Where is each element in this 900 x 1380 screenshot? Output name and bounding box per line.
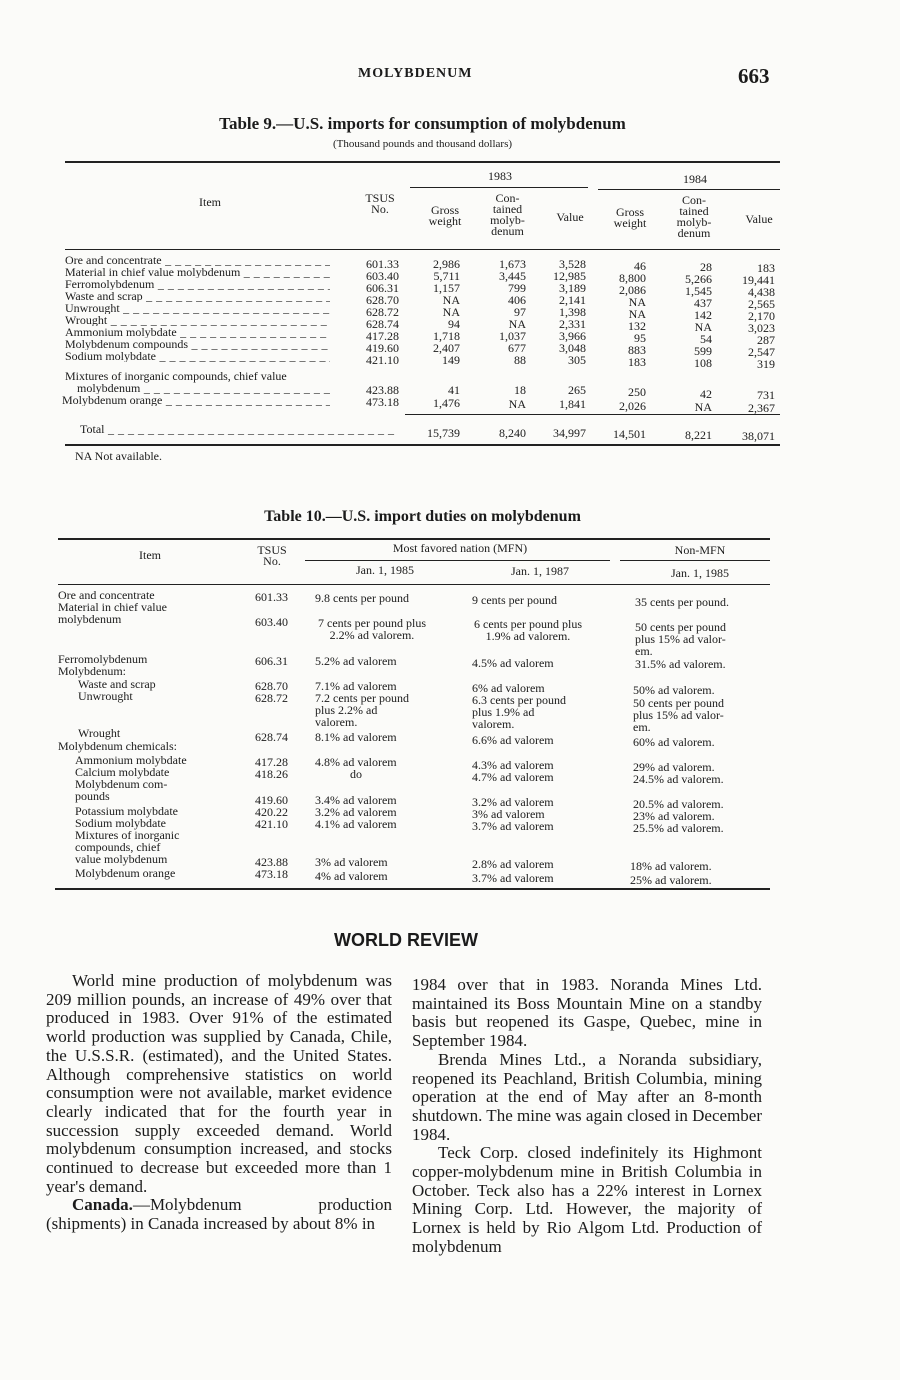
table10-header-nonmfn-date: Jan. 1, 1985	[671, 566, 729, 580]
table9-header-contained-1983: Con- tained molyb- denum	[490, 191, 525, 238]
row-tsus: 420.22	[255, 805, 288, 819]
table10-header-nonmfn: Non-MFN	[674, 543, 726, 557]
total-value: 14,501	[613, 427, 646, 441]
row-value: 108	[694, 356, 712, 370]
row-mfn-1985: 3.2% ad valorem	[315, 805, 397, 819]
row-value: 94	[448, 317, 460, 331]
row-value: 4,438	[748, 285, 775, 299]
row-value: 3,189	[559, 281, 586, 295]
row-value: 2,141	[559, 293, 586, 307]
row-item: Molybdenum compounds _ _ _	[65, 338, 330, 350]
table9-header-value-1984: Value	[745, 212, 773, 226]
row-value: 265	[568, 383, 586, 397]
row-mfn-1987: 9 cents per pound	[472, 593, 557, 607]
row-mfn-1987: 3.7% ad valorem	[472, 871, 554, 885]
row-mfn-1987: 3.7% ad valorem	[472, 819, 554, 833]
table10-header-mfn: Most favored nation (MFN)	[392, 541, 528, 555]
row-mfn-1985: 7.1% ad valorem	[315, 679, 397, 693]
row-value: NA	[508, 397, 526, 411]
row-tsus: 417.28	[255, 755, 288, 769]
row-tsus: 628.70	[366, 293, 399, 307]
row-value: 2,565	[748, 297, 775, 311]
row-tsus: 419.60	[366, 341, 399, 355]
table9-header-gross-1983: Gross weight	[428, 203, 462, 228]
table9-header-gross-1984: Gross weight	[613, 205, 647, 230]
row-item: Molybdenum chemicals:	[58, 739, 177, 753]
paragraph: Teck Corp. closed indefinitely its Highmont copper-molybdenum mine in British Columbia in October. Teck also has a 22% interest in Lornex Mining Corp. Ltd. However, the majority of Lornex is held by Rio Algom Ltd. Production of molybdenum	[412, 1143, 762, 1256]
row-mfn-1985: 4% ad valorem	[315, 869, 388, 883]
row-tsus: 417.28	[366, 329, 399, 343]
row-value: 437	[694, 296, 712, 310]
row-tsus: 628.74	[366, 317, 399, 331]
table9-year2-rule	[598, 189, 780, 190]
row-mfn-1985: 7 cents per pound plus 2.2% ad valorem.	[318, 616, 426, 642]
page-number: 663	[738, 64, 770, 88]
row-value: 2,086	[619, 283, 646, 297]
row-value: 1,841	[559, 397, 586, 411]
row-nonmfn: 23% ad valorem.	[633, 809, 715, 823]
row-nonmfn: 29% ad valorem.	[633, 760, 715, 774]
row-value: 12,985	[553, 269, 586, 283]
row-tsus: 628.72	[255, 691, 288, 705]
row-tsus: 423.88	[255, 855, 288, 869]
row-mfn-1985: 7.2 cents per pound plus 2.2% ad valorem.	[315, 691, 409, 729]
row-mfn-1987: 4.7% ad valorem	[472, 770, 554, 784]
row-item: molybdenum _ _ _	[77, 382, 330, 394]
canada-text: —Molybdenum production (shipments) in Canada increased by about 8% in	[46, 1195, 392, 1234]
table10-nonmfn-rule	[620, 560, 770, 561]
row-item: Wrought	[78, 726, 121, 740]
row-mfn-1987: 3.2% ad valorem	[472, 795, 554, 809]
row-mfn-1987: 3% ad valorem	[472, 807, 545, 821]
row-nonmfn: 20.5% ad valorem.	[633, 797, 724, 811]
total-label: Total _ _ _	[80, 423, 395, 435]
paragraph: Brenda Mines Ltd., a Noranda subsidiary, reopened its Peachland, British Columbia, mining operation at the end of May after an 8-month shutdown. The mine was again closed in December 1984.	[412, 1049, 762, 1144]
row-nonmfn: 50 cents per pound plus 15% ad valor- em.	[635, 620, 726, 658]
row-value: 19,441	[742, 273, 775, 287]
row-value: 42	[700, 387, 712, 401]
row-nonmfn: 25% ad valorem.	[630, 873, 712, 887]
row-value: 28	[700, 260, 712, 274]
row-value: NA	[508, 317, 526, 331]
row-mfn-1985: 5.2% ad valorem	[315, 654, 397, 668]
row-value: 3,048	[559, 341, 586, 355]
row-item: Ammonium molybdate	[75, 753, 187, 767]
running-head: MOLYBDENUM	[358, 66, 473, 81]
row-value: NA	[694, 320, 712, 334]
row-value: 2,026	[619, 399, 646, 413]
row-tsus: 603.40	[255, 615, 288, 629]
row-item: Unwrought	[78, 689, 133, 703]
row-value: 183	[757, 261, 775, 275]
row-item: Ore and concentrate _ _ _	[65, 254, 330, 266]
row-item: Ore and concentrate	[58, 588, 155, 602]
row-nonmfn: 18% ad valorem.	[630, 859, 712, 873]
row-item: Calcium molybdate	[75, 765, 170, 779]
row-item: Sodium molybdate	[75, 816, 166, 830]
row-value: 18	[514, 383, 526, 397]
row-mfn-1985: do	[350, 767, 362, 781]
paragraph-canada	[46, 1196, 392, 1233]
row-item: Ferromolybdenum	[58, 652, 148, 666]
row-value: 97	[514, 305, 526, 319]
row-value: 731	[757, 388, 775, 402]
row-value: 287	[757, 333, 775, 347]
table9-header-tsus: TSUS No.	[365, 191, 395, 216]
row-mfn-1987: 6 cents per pound plus 1.9% ad valorem.	[474, 617, 582, 643]
row-tsus: 423.88	[366, 383, 399, 397]
row-tsus: 421.10	[366, 353, 399, 367]
table9-year1-rule	[410, 187, 588, 188]
row-item: Mixtures of inorganic compounds, chief value molybdenum	[75, 828, 180, 866]
row-mfn-1987: 2.8% ad valorem	[472, 857, 554, 871]
row-value: 1,398	[559, 305, 586, 319]
row-item: Ammonium molybdate _ _ _	[65, 326, 330, 338]
row-tsus: 628.70	[255, 679, 288, 693]
row-item: Mixtures of inorganic compounds, chief value	[65, 369, 287, 383]
row-tsus: 603.40	[366, 269, 399, 283]
row-item: Molybdenum com- pounds	[75, 777, 168, 803]
row-value: NA	[628, 307, 646, 321]
row-tsus: 606.31	[366, 281, 399, 295]
row-value: NA	[442, 293, 460, 307]
row-nonmfn: 31.5% ad valorem.	[635, 657, 726, 671]
table9-header-item: Item	[199, 195, 221, 209]
section-title-world-review: WORLD REVIEW	[334, 930, 478, 950]
table9-header-1984: 1984	[683, 172, 707, 186]
row-value: 3,023	[748, 321, 775, 335]
table9-bottom-rule	[65, 444, 780, 446]
row-item: Waste and scrap _ _ _	[65, 290, 330, 302]
row-value: 149	[442, 353, 460, 367]
row-nonmfn: 24.5% ad valorem.	[633, 772, 724, 786]
table10-mfn-rule	[305, 560, 610, 561]
row-value: 1,545	[685, 284, 712, 298]
row-nonmfn: 60% ad valorem.	[633, 735, 715, 749]
table10-top-rule	[58, 538, 770, 540]
row-value: 183	[628, 355, 646, 369]
row-value: 3,528	[559, 257, 586, 271]
row-value: 1,157	[433, 281, 460, 295]
row-value: 2,407	[433, 341, 460, 355]
row-value: NA	[628, 295, 646, 309]
right-column	[412, 976, 762, 1257]
row-value: 1,476	[433, 396, 460, 410]
row-mfn-1985: 4.1% ad valorem	[315, 817, 397, 831]
row-value: 883	[628, 343, 646, 357]
row-value: 54	[700, 332, 712, 346]
row-value: NA	[694, 400, 712, 414]
table9-header-value-1983: Value	[556, 210, 584, 224]
row-value: 46	[634, 259, 646, 273]
row-item: Potassium molybdate	[75, 804, 178, 818]
table9-subtitle: (Thousand pounds and thousand dollars)	[332, 138, 513, 150]
row-mfn-1985: 4.8% ad valorem	[315, 755, 397, 769]
row-item: Waste and scrap	[78, 677, 156, 691]
row-tsus: 473.18	[255, 867, 288, 881]
table10-title: Table 10.—U.S. import duties on molybdenum	[264, 508, 581, 525]
row-value: 1,037	[499, 329, 526, 343]
table10-bottom-rule	[55, 888, 770, 890]
row-mfn-1987: 4.3% ad valorem	[472, 758, 554, 772]
row-tsus: 628.72	[366, 305, 399, 319]
row-mfn-1985: 8.1% ad valorem	[315, 730, 397, 744]
row-value: 5,711	[433, 269, 460, 283]
row-item: Molybdenum orange _ _ _	[62, 394, 330, 406]
total-value: 38,071	[742, 429, 775, 443]
table9-top-rule	[65, 161, 780, 163]
table10-header-tsus: TSUS No.	[257, 543, 287, 568]
row-item: Ferromolybdenum _ _ _	[65, 278, 330, 290]
table10-header-1985: Jan. 1, 1985	[356, 563, 414, 577]
row-value: 2,170	[748, 309, 775, 323]
row-item: Molybdenum:	[58, 664, 126, 678]
total-value: 15,739	[427, 426, 460, 440]
row-value: NA	[442, 305, 460, 319]
total-value: 8,221	[685, 428, 712, 442]
row-value: 88	[514, 353, 526, 367]
row-value: 8,800	[619, 271, 646, 285]
table10-header-1987: Jan. 1, 1987	[511, 564, 569, 578]
row-mfn-1987: 6% ad valorem	[472, 681, 545, 695]
row-value: 250	[628, 385, 646, 399]
row-mfn-1985: 9.8 cents per pound	[315, 591, 409, 605]
row-value: 5,266	[685, 272, 712, 286]
row-mfn-1985: 3% ad valorem	[315, 855, 388, 869]
table9-title: Table 9.—U.S. imports for consumption of molybdenum	[219, 114, 626, 133]
row-item: Material in chief value molybdenum	[58, 600, 167, 626]
row-value: 142	[694, 308, 712, 322]
row-mfn-1985: 3.4% ad valorem	[315, 793, 397, 807]
row-tsus: 601.33	[366, 257, 399, 271]
row-tsus: 628.74	[255, 730, 288, 744]
row-tsus: 606.31	[255, 654, 288, 668]
row-tsus: 601.33	[255, 590, 288, 604]
table9-header-contained-1984: Con- tained molyb- denum	[676, 193, 712, 240]
row-value: 599	[694, 344, 712, 358]
row-value: 799	[508, 281, 526, 295]
row-value: 2,331	[559, 317, 586, 331]
canada-heading: Canada.	[72, 1195, 133, 1215]
table10-header-item: Item	[139, 548, 161, 562]
row-value: 406	[508, 293, 526, 307]
paragraph: World mine production of molybdenum was 209 million pounds, an increase of 49% over that produced in 1983. Over 91% of the estimated world production was supplied by Canada, Chile, the U.S.S.R. (estimated), and the United States. Although comprehensive statistics on world consumption were not available, market evidence clearly indicated that for the fourth year in succession supply exceeded demand. World molybdenum consumption increased, and stocks continued to decrease but exceeded more than 1 year's demand.	[46, 971, 392, 1196]
row-value: 1,673	[499, 257, 526, 271]
row-item: Sodium molybdate _ _ _	[65, 350, 330, 362]
row-item: Unwrought _ _ _	[65, 302, 330, 314]
row-value: 2,986	[433, 257, 460, 271]
row-value: 319	[757, 357, 775, 371]
table9-footnote: NA Not available.	[75, 449, 162, 463]
row-nonmfn: 25.5% ad valorem.	[633, 821, 724, 835]
row-value: 305	[568, 353, 586, 367]
row-nonmfn: 35 cents per pound.	[635, 595, 729, 609]
row-value: 3,966	[559, 329, 586, 343]
row-mfn-1987: 6.3 cents per pound plus 1.9% ad valorem.	[472, 693, 566, 731]
row-value: 41	[448, 383, 460, 397]
table9-header-rule	[65, 249, 780, 250]
row-tsus: 421.10	[255, 817, 288, 831]
row-nonmfn: 50 cents per pound plus 15% ad valor- em.	[633, 696, 724, 734]
left-column	[46, 972, 392, 1234]
row-tsus: 419.60	[255, 793, 288, 807]
row-item: Molybdenum orange	[75, 866, 176, 880]
table9-header-1983: 1983	[488, 169, 512, 183]
row-value: 132	[628, 319, 646, 333]
row-value: 95	[634, 331, 646, 345]
row-tsus: 418.26	[255, 767, 288, 781]
row-item: Material in chief value molybdenum _ _ _	[65, 266, 330, 278]
row-value: 1,718	[433, 329, 460, 343]
row-value: 2,547	[748, 345, 775, 359]
table9-total-rule	[405, 414, 780, 415]
row-mfn-1987: 6.6% ad valorem	[472, 733, 554, 747]
paragraph: 1984 over that in 1983. Noranda Mines Ltd. maintained its Boss Mountain Mine on a standby basis but reopened its Gaspe, Quebec, mine in September 1984.	[412, 975, 762, 1051]
table10-header-rule	[58, 584, 770, 585]
row-tsus: 473.18	[366, 395, 399, 409]
row-nonmfn: 50% ad valorem.	[633, 683, 715, 697]
total-value: 34,997	[553, 426, 586, 440]
row-value: 3,445	[499, 269, 526, 283]
row-item: Wrought _ _ _	[65, 314, 330, 326]
total-value: 8,240	[499, 426, 526, 440]
row-value: 677	[508, 341, 526, 355]
row-value: 2,367	[748, 401, 775, 415]
row-mfn-1987: 4.5% ad valorem	[472, 656, 554, 670]
